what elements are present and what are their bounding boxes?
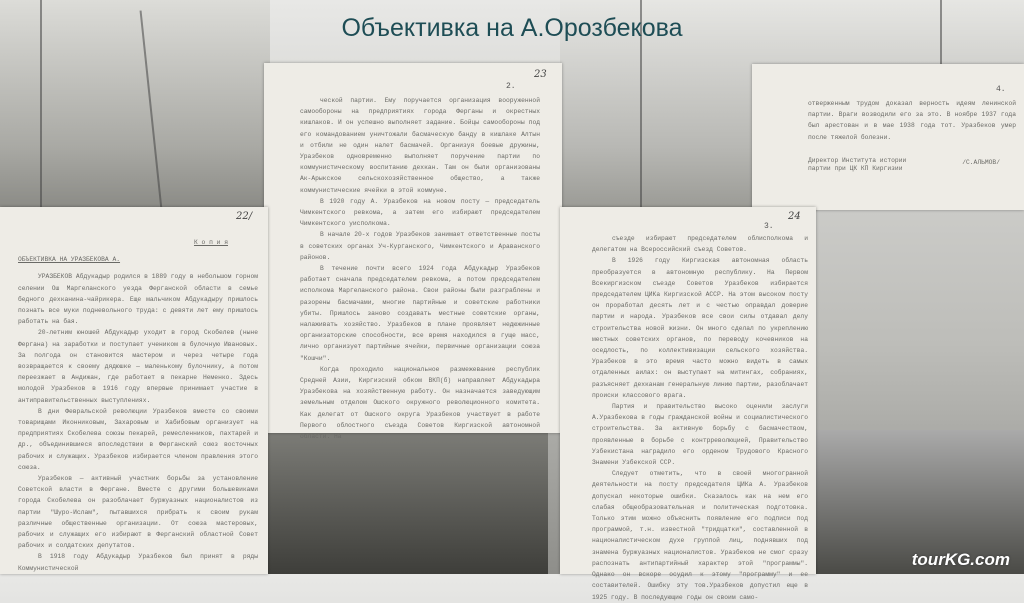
- signature-name: /С.АЛЬМОВ/: [962, 158, 1000, 166]
- document-heading: ОБЪЕКТИВКА НА УРАЗБЕКОВА А.: [18, 256, 121, 264]
- paragraph: В дни Февральской революции Уразбеков вместе со своими товарищами Иконниковым, Захаровым и Хабибовым организует на предприятиях Скобелева союзы пекарей, ремесленников, пахтарей и др., объединившиеся впоследствии в Ферганский союз восточных рабочих и служащих. Уразбеков избирается членом правления этого союза.: [18, 407, 258, 471]
- slide-title: Объективка на А.Орозбекова: [341, 14, 683, 42]
- paragraph: Уразбеков — активный участник борьбы за установление Советской власти в Фергане. Вместе с другими большевиками города Скобелева он разоблачает буржуазных националистов из партии "Шуро-Ислам", пытавшихся прибрать к своим рукам различные общественные организации. От союза мастеровых, рабочих и служащих его избирают в Ферганский областной Совет рабочих и солдатских депутатов.: [18, 475, 258, 550]
- archive-number: 22/: [236, 211, 253, 222]
- paragraph: 20-летним юношей Абдукадыр уходит в город Скобелев (ныне Фергана) на заработки и поступает учеником в булочную Ивановых. За полгода он становится мастером и через четыре года возвращается к своему дядюшке — маленькому булочнику, а потом переезжает в Андижан, где работает в пекарне Неменко. Здесь молодой Уразбеков в 1916 году впервые принимает участие в антиправительственных выступлениях.: [18, 329, 258, 404]
- paragraph: отверженным трудом доказал верность идеям ленинской партии. Враги возводили его за это. В ноябре 1937 года был арестован и в мае 1938 года тот. Уразбеков умер после тяжелой болезни.: [808, 100, 1016, 141]
- page-number: 2.: [506, 82, 516, 91]
- paragraph: В течение почти всего 1924 года Абдукадыр Уразбеков работает сначала председателем ревкома, а потом председателем исполкома Маргеланского района. Свои районы были разграблены и разорены басмачами, многие партийные и советские работники убиты. Пришлось заново создавать местные советские органы, налаживать хозяйство. Уразбеков в плане проявляет недюжинные организаторские способности, все время находился в гуще масс, лично организует партийные ячейки, первичные организации союза "Кошчи".: [300, 265, 540, 362]
- watermark: tourKG.com: [911, 550, 1010, 569]
- document-page-4: [752, 64, 1024, 210]
- paragraph: Партия и правительство высоко оценили заслуги А.Уразбекова в годы гражданской войны и социалистического строительства. За активную борьбу с басмачеством, проявленные в борьбе с контрреволюцией, Правительство Узбекистана наградило его орденом Трудового Красного Знамени Узбекской ССР.: [592, 403, 808, 467]
- paragraph: В 1920 году А. Уразбеков на новом посту — председатель Чимкентского ревкома, а затем его избирают председателем Чимкентского уисполкома.: [300, 197, 540, 228]
- paragraph: В 1926 году Киргизская автономная область преобразуется в автономную республику. На Первом Всекиргизском съезде Советов Уразбеков избирается председателем ЦИКа Киргизской АССР. На этом высоком посту он проработал десять лет и с честью оправдал доверие партии и народа. Уразбеков все свои силы отдавал делу строительства новой жизни. Он много сделал по укреплению местных советских органов, по переводу кочевников на оседлость, по коллективизации сельского хозяйства. Уразбеков в это время часто можно видеть в самых отдаленных аилах: он выступает на митингах, собраниях, разъясняет дехканам генеральную линию партии, разоблачает происки классового врага.: [592, 257, 808, 399]
- archive-number: 23: [534, 69, 547, 80]
- paragraph: Следует отметить, что в своей многогранной деятельности на посту председателя ЦИКа А. Уразбеков допускал некоторые ошибки. Сказалось как на нем его слабая общеобразовательная и политическая подготовка. Только этим можно объяснить появление его подписи под программой, т.н. известной "тридцатки", составленной в националистическом духе группой лиц, поднявших под знамена буржуазных националистов. Уразбеков не смог сразу распознать антипартийный характер этой "программы". Однако он вскоре осудил к этому "программу" и ее составителей. Ошибку эту тов.Уразбеков допустил еще в 1925 году. В последующие годы он своим само-: [592, 470, 808, 601]
- paragraph: съезде избирают председателем облисполкома и делегатом на Всероссийский съезд Советов.: [592, 235, 808, 254]
- document-page-2: [264, 63, 562, 441]
- signature-title: Директор Института истории партии при ЦК КП Киргизии: [808, 156, 907, 172]
- page-number: 3.: [764, 222, 774, 231]
- page-number: 4.: [996, 85, 1006, 94]
- document-page-1: [0, 207, 268, 574]
- copy-heading: К о п и я: [193, 239, 228, 246]
- paragraph: УРАЗБЕКОВ Абдукадыр родился в 1889 году в небольшом горном селении Ош Маргеланского уезда Ферганской области в семье бедного дехканина-чайрикера. Еще мальчиком Абдукадыру пришлось познать все муки подневольного труда: с девяти лет ему пришлось работать на бая.: [18, 273, 258, 326]
- paragraph: В 1918 году Абдукадыр Уразбеков был принят в ряды Коммунистической: [18, 553, 258, 572]
- background-photo-bottom-middle: [268, 430, 548, 574]
- document-page-3: [560, 207, 816, 601]
- paragraph: Когда проходило национальное размежевание республик Средней Азии, Киргизский обком ВКП(б) направляет Абдукадыра Уразбекова на хозяйственную работу. Он назначается заведующим земельным отделом Ошского окружного революционного комитета. Как делегат от Ошского округа Уразбеков участвует в работе Первого облостного съезда Советов Киргизской автономной области. На: [300, 365, 540, 441]
- archive-number: 24: [788, 211, 801, 222]
- paragraph: ческой партии. Ему поручается организация вооруженной самообороны на предприятиях города Ферганы и окрестных кишлаков. И он успешно выполняет задание. Бойцы самообороны под его командованием уничтожали басмаческую банду в кишлаке Алтын и отбили не один налет басмачей. Организуя боевые дружины, Уразбеков одновременно выполняет поручение партии по коммунистическому воспитанию дехкан. Там он были организованы Ак-Арыкское сельскохозяйственное общество, а также коммунистические ячейки в этой коммуне.: [300, 97, 540, 194]
- paragraph: В начале 20-х годов Уразбеков занимает ответственные посты в советских органах Уч-Курганского, Чимкентского и Араванского районов.: [300, 231, 540, 261]
